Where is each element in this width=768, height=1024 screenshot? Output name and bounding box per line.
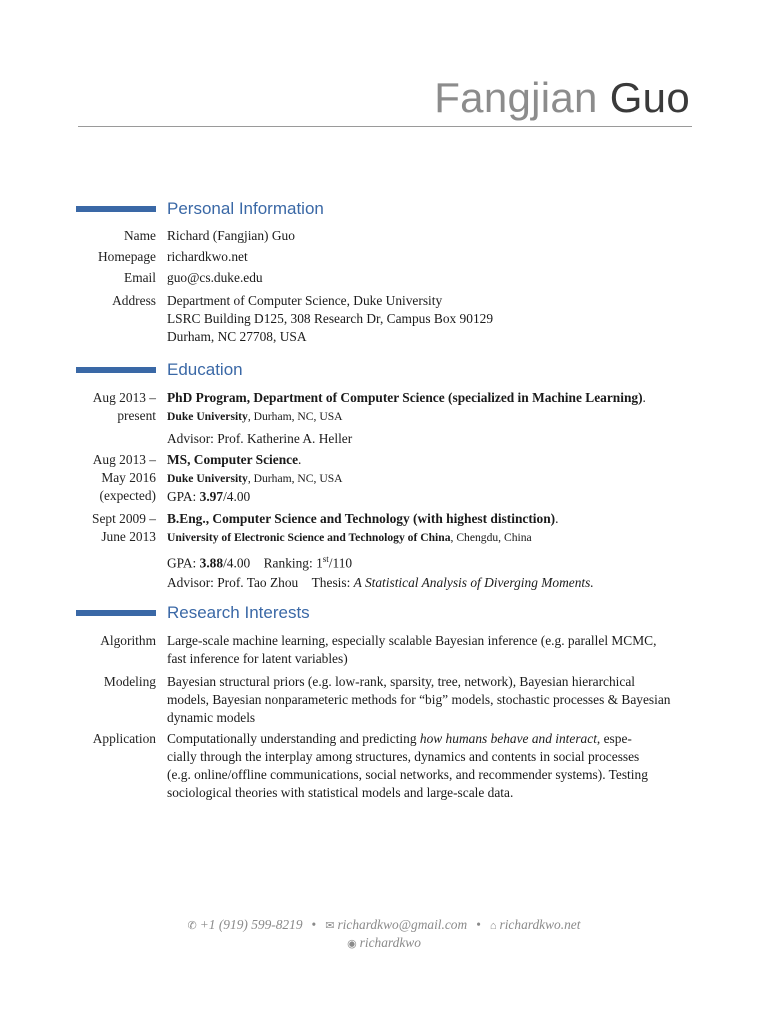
page-title — [434, 72, 690, 124]
section-research-interests — [76, 602, 696, 626]
school-name: Duke University — [167, 410, 248, 423]
section-title: Education — [167, 360, 243, 379]
footer-email[interactable]: richardkwo@gmail.com — [337, 917, 468, 932]
address-block — [167, 292, 693, 346]
date-line: present — [117, 408, 156, 423]
last-name: Guo — [609, 74, 690, 121]
footer-phone[interactable]: +1 (919) 599-8219 — [199, 917, 303, 932]
gpa-value: 3.97 — [199, 489, 224, 504]
degree-title: B.Eng., Computer Science and Technology (with highest distinction) — [167, 511, 556, 526]
header-rule — [78, 126, 692, 127]
thesis-title: A Statistical Analysis of Diverging Moments. — [353, 575, 594, 591]
entry-key: Application — [92, 731, 156, 746]
section-personal-information — [76, 198, 696, 222]
address-line: LSRC Building D125, 308 Research Dr, Campus Box 90129 — [167, 311, 494, 326]
footer-contact-line — [0, 916, 768, 935]
entry-value — [167, 673, 693, 727]
school-location: , Durham, NC, USA — [247, 472, 343, 485]
section-education — [76, 359, 696, 383]
text-line: Large-scale machine learning, especially scalable Bayesian inference (e.g. parallel MCMC, — [167, 633, 657, 648]
entry-date — [92, 510, 156, 546]
entry-date — [93, 451, 156, 505]
school-name: University of Electronic Science and Technology of China — [167, 531, 451, 544]
school-location: , Chengdu, China — [450, 531, 532, 544]
thesis-label: Thesis: — [311, 575, 354, 591]
footer-github[interactable]: richardkwo — [359, 935, 421, 950]
gpa-scale: /4.00 — [223, 489, 251, 504]
text-run-italic: how humans behave and interact — [419, 731, 597, 746]
text-line: cially through the interplay among structures, dynamics and contents in social processes — [167, 749, 640, 764]
text-line: dynamic models — [167, 710, 256, 725]
text-line: models, Bayesian nonparameteric methods for “big” models, stochastic processes & Bayesian — [167, 692, 671, 707]
entry-date — [93, 389, 156, 425]
gpa-label: GPA: — [167, 489, 200, 504]
section-bar — [76, 610, 156, 616]
gpa-value: 3.88 — [199, 555, 224, 571]
school-location: , Durham, NC, USA — [247, 410, 343, 423]
date-line: Aug 2013 – — [92, 390, 156, 405]
ranking-rest: /110 — [328, 555, 353, 571]
address-line: Durham, NC 27708, USA — [167, 329, 307, 344]
degree-title: MS, Computer Science — [167, 452, 299, 467]
envelope-icon: ✉ — [325, 920, 335, 932]
entry-key: Modeling — [103, 674, 156, 689]
section-bar — [76, 206, 156, 212]
entry-value: B.Eng., Computer Science and Technology (with highest distinction). University of Electronic Science and Technology of China, Chengdu, China GPA: 3.88/4.00 Ranking: 1st/110 Advisor: Prof. Tao Zhou Thesis: A Statistical Analysis of Diverging Moments. — [167, 510, 693, 592]
date-line: May 2016 — [101, 470, 156, 485]
entry-value — [167, 730, 693, 802]
phone-icon: ✆ — [187, 920, 197, 932]
entry-value: Richard (Fangjian) Guo — [167, 228, 295, 243]
advisor: Advisor: Prof. Tao Zhou — [167, 575, 299, 591]
address-line: Department of Computer Science, Duke University — [167, 293, 443, 308]
entry-key: Address — [112, 293, 156, 308]
homepage-link[interactable]: richardkwo.net — [167, 249, 248, 264]
github-icon: ◉ — [347, 938, 357, 950]
gpa-ranking — [167, 550, 693, 572]
date-line: Sept 2009 – — [92, 511, 156, 526]
text-line: Bayesian structural priors (e.g. low-rank, sparsity, tree, network), Bayesian hierarchical — [167, 674, 636, 689]
gpa — [167, 488, 693, 506]
text-run: , espe- — [596, 731, 632, 746]
entry-key: Name — [124, 228, 156, 243]
date-line: (expected) — [99, 488, 156, 503]
entry-key: Algorithm — [100, 633, 156, 648]
entry-value: MS, Computer Science. Duke University, Durham, NC, USA GPA: 3.97/4.00 — [167, 451, 693, 506]
footer-separator: • — [311, 917, 317, 932]
ranking-sup: st — [322, 554, 329, 564]
text-line: fast inference for latent variables) — [167, 651, 348, 666]
ranking-label: Ranking: 1 — [263, 555, 323, 571]
entry-key: Homepage — [97, 249, 156, 264]
email-link[interactable]: guo@cs.duke.edu — [167, 270, 263, 285]
date-line: Aug 2013 – — [92, 452, 156, 467]
first-name: Fangjian — [434, 74, 598, 121]
section-bar — [76, 367, 156, 373]
advisor: Advisor: Prof. Katherine A. Heller — [167, 431, 353, 446]
school-name: Duke University — [167, 472, 248, 485]
date-line: June 2013 — [101, 529, 156, 544]
text-line: sociological theories with statistical models and large-scale data. — [167, 785, 514, 800]
text-run: Computationally understanding and predicting — [167, 731, 420, 746]
section-title: Research Interests — [167, 603, 310, 622]
gpa-scale: /4.00 — [223, 555, 251, 571]
entry-key: Email — [124, 270, 156, 285]
degree-title: PhD Program, Department of Computer Science (specialized in Machine Learning) — [167, 390, 643, 405]
entry-value: PhD Program, Department of Computer Science (specialized in Machine Learning). Duke University, Durham, NC, USA Advisor: Prof. Katherine A. Heller — [167, 389, 693, 448]
entry-value — [167, 632, 693, 668]
section-title: Personal Information — [167, 199, 324, 218]
text-line: (e.g. online/offline communications, social networks, and recommender systems). Testing — [167, 767, 648, 782]
home-icon: ⌂ — [489, 920, 497, 932]
footer-homepage[interactable]: richardkwo.net — [499, 917, 581, 932]
footer-github-line — [0, 934, 768, 953]
footer-separator: • — [476, 917, 481, 932]
gpa-label: GPA: — [167, 555, 200, 571]
